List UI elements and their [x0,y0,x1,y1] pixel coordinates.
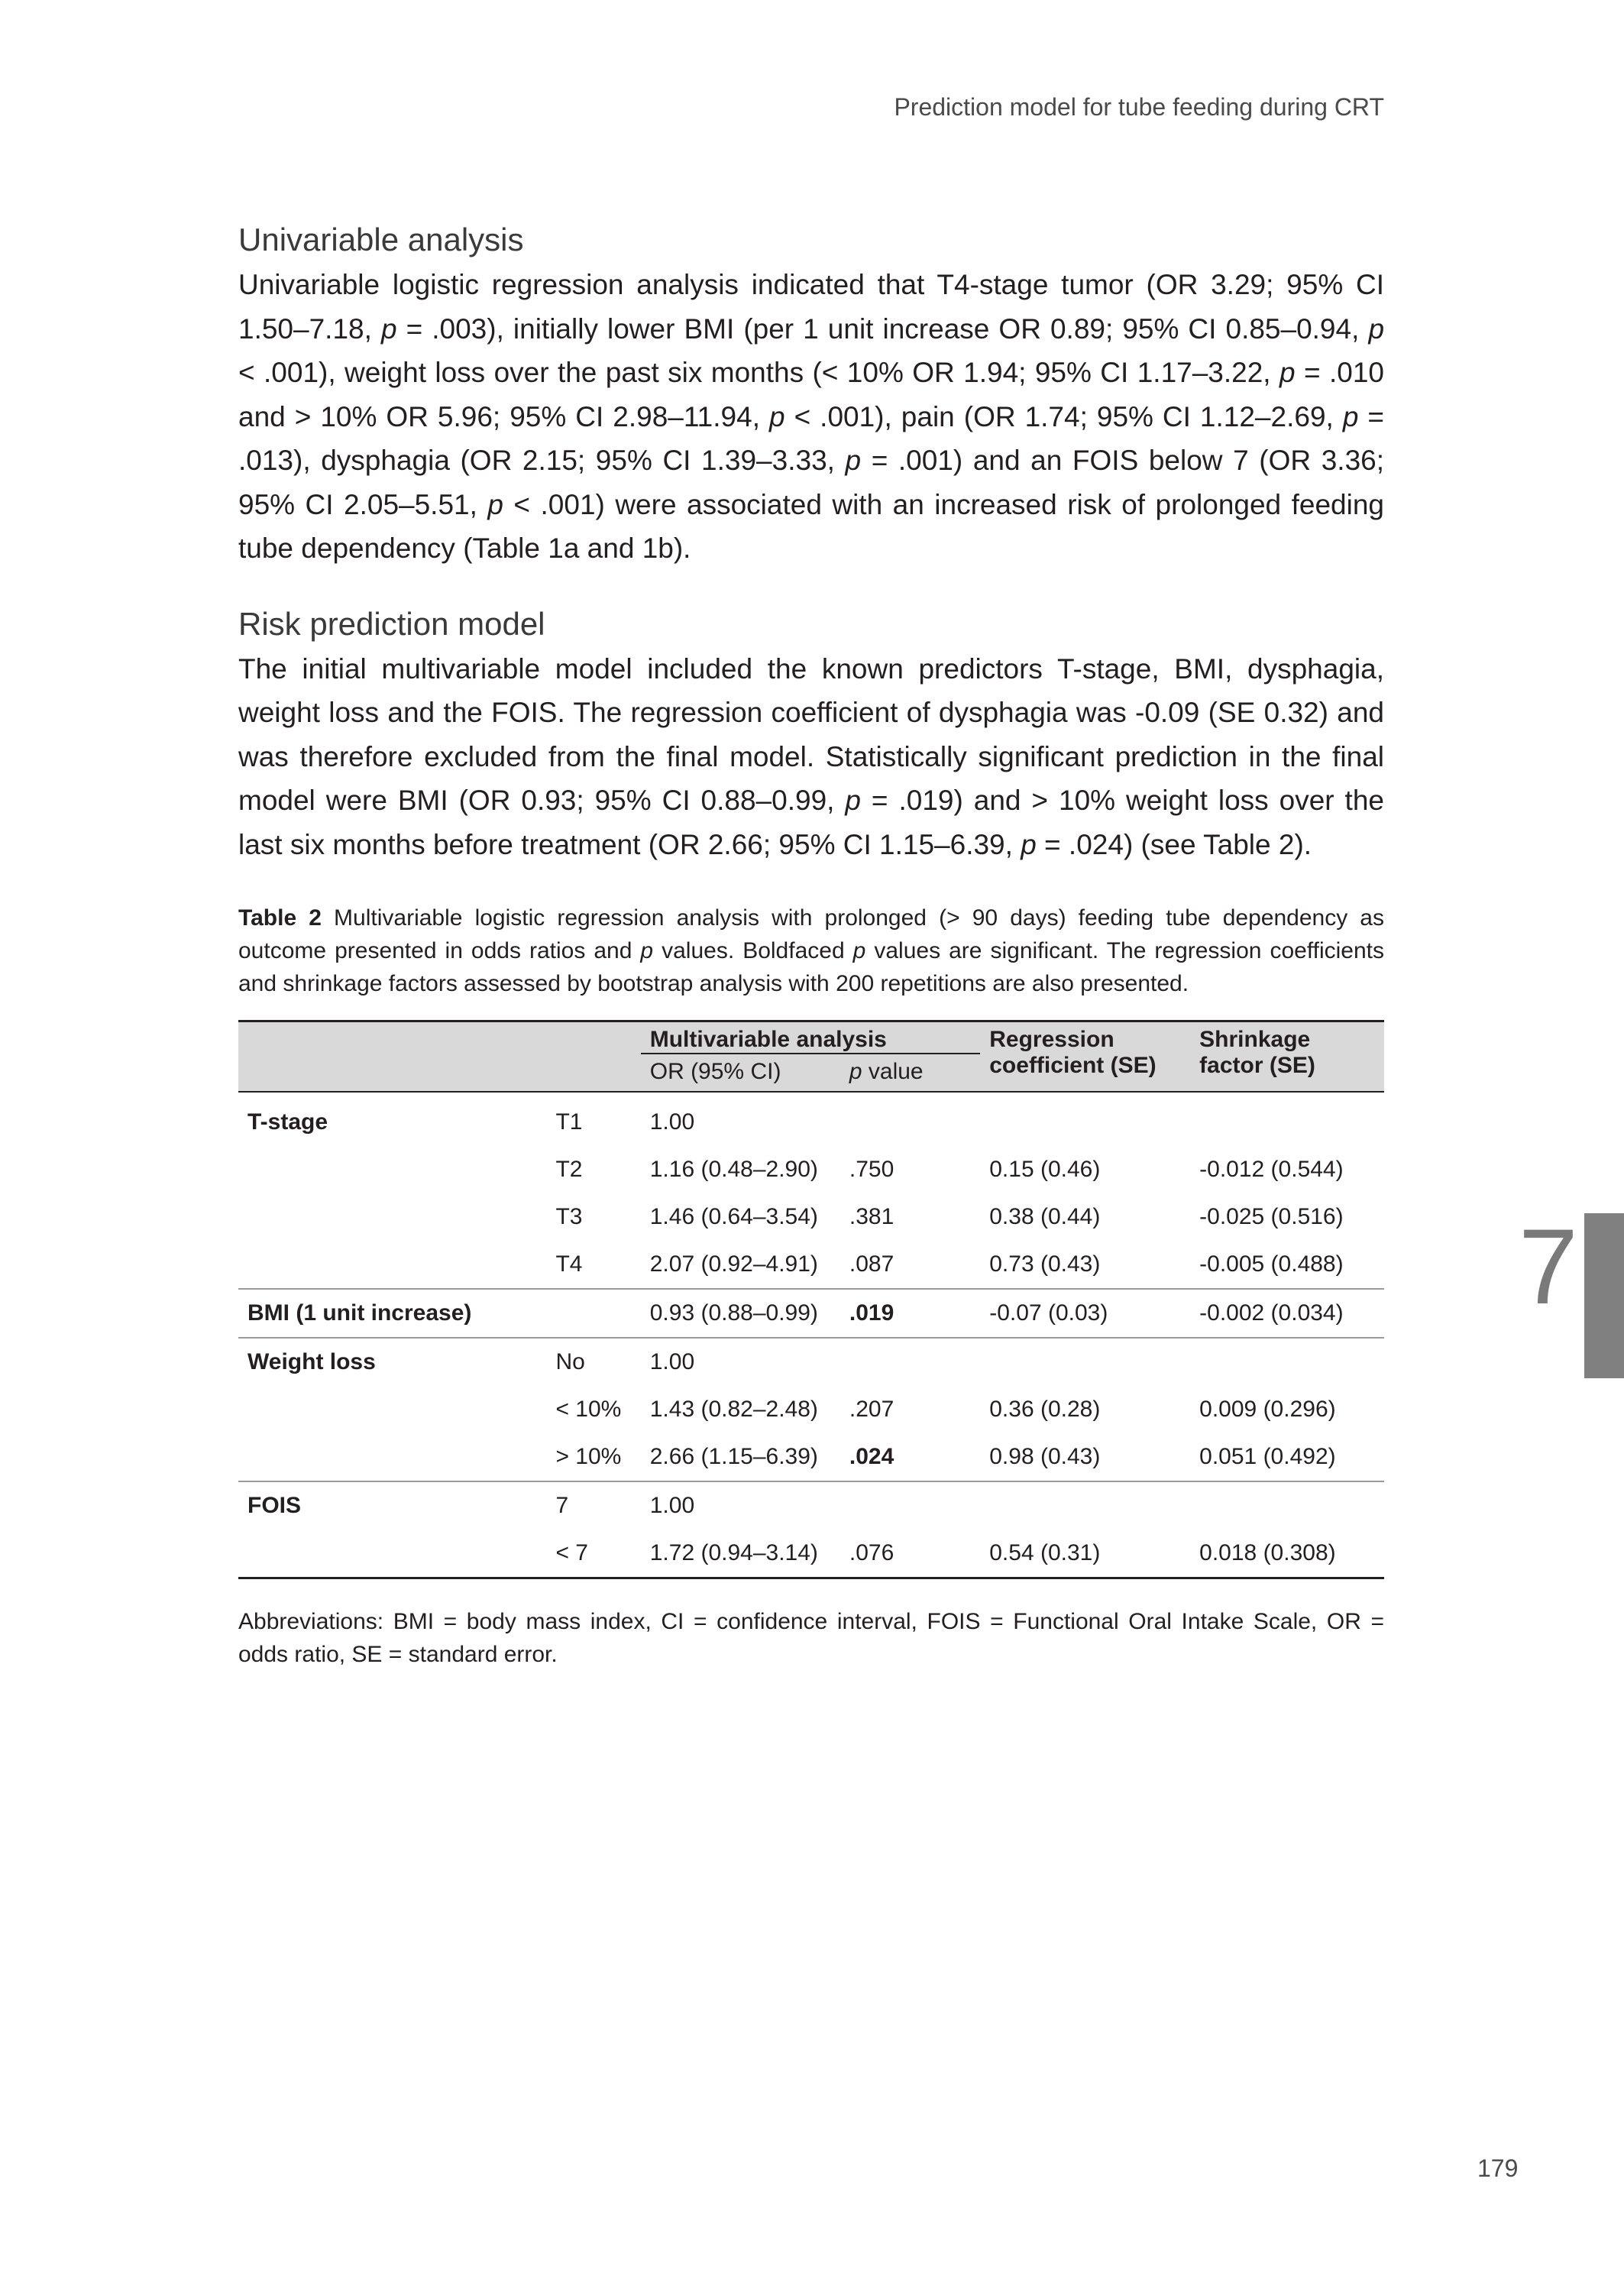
row-p-value: .381 [849,1204,894,1229]
row-level: T2 [555,1157,583,1182]
row-level: 7 [546,1481,640,1530]
row-p-value: .019 [840,1289,980,1338]
risk-model-section [238,606,1384,867]
text-run: values are significant. The regression coefficients and shrinkage factors assessed by bootstrap analysis with 200 repetitions are also presented. [238,938,1385,996]
row-coefficient: 0.36 (0.28) [989,1397,1101,1422]
p-symbol: p [1021,828,1037,860]
row-shrinkage: -0.012 (0.544) [1199,1157,1344,1182]
page-body [238,222,1384,1694]
p-symbol: p [380,312,397,345]
row-level [546,1289,640,1338]
table-row [238,1338,1384,1386]
row-level: > 10% [555,1444,622,1469]
row-coefficient [980,1481,1190,1530]
row-shrinkage: 0.051 (0.492) [1199,1444,1336,1469]
table-label: Table 2 [238,905,322,931]
row-level: < 7 [546,1530,640,1578]
p-symbol: p [852,938,866,963]
table-row [238,1433,1384,1481]
row-shrinkage [1190,1338,1384,1386]
text-run: = .001) and an FOIS below 7 (OR 3.36; 95% CI 2.05–5.51, [238,445,1384,520]
chapter-number: 7 [1519,1206,1578,1326]
row-shrinkage: -0.002 (0.034) [1190,1289,1384,1338]
text-run: Univariable logistic regression analysis indicated that T4-stage tumor (OR 3.29; 95% CI 1.50–7.18, [238,269,1384,345]
p-symbol: p [1279,357,1296,388]
text-run: = .013), dysphagia (OR 2.15; 95% CI 1.39–3.33, [238,400,1385,476]
text-run: = .010 and > 10% OR 5.96; 95% CI 2.98–11.94, [238,357,1384,432]
header-shrinkage: Shrinkage factor (SE) [1190,1021,1384,1093]
univariable-paragraph [238,263,1384,571]
row-p-value: .076 [840,1530,980,1578]
row-level: < 10% [555,1397,622,1422]
row-variable: T-stage [247,1109,328,1135]
text-run: values. Boldfaced [653,938,853,963]
row-variable: Weight loss [238,1338,546,1386]
row-level: T1 [555,1109,583,1135]
row-variable [238,1193,546,1241]
row-shrinkage: 0.009 (0.296) [1199,1397,1336,1422]
row-coefficient [980,1338,1190,1386]
table-caption [238,902,1384,1000]
table-body [238,1092,1384,1578]
abbreviations-note: Abbreviations: BMI = body mass index, CI = confidence interval, FOIS = Functional Oral Intake Scale, OR = odds ratio, SE = standard error. [238,1609,1384,1667]
row-shrinkage: -0.005 (0.488) [1199,1251,1344,1277]
row-p-value [840,1481,980,1530]
row-variable [238,1530,546,1578]
text-run: < .001), pain (OR 1.74; 95% CI 1.12–2.69, [785,400,1343,432]
row-level: No [546,1338,640,1386]
p-symbol: p [640,938,654,963]
risk-model-paragraph [238,647,1384,867]
row-variable [238,1386,546,1433]
row-variable [238,1433,546,1481]
row-level: T3 [555,1204,583,1229]
row-variable: FOIS [238,1481,546,1530]
row-odds-ratio: 1.00 [649,1109,695,1135]
row-coefficient: -0.07 (0.03) [980,1289,1190,1338]
text-run: = .003), initially lower BMI (per 1 unit increase OR 0.89; 95% CI 0.85–0.94, [396,312,1369,345]
row-p-value: .087 [849,1251,894,1277]
row-coefficient [980,1092,1190,1146]
table-row [238,1530,1384,1578]
row-odds-ratio: 0.93 (0.88–0.99) [641,1289,840,1338]
row-shrinkage: -0.025 (0.516) [1199,1204,1344,1229]
row-odds-ratio: 1.16 (0.48–2.90) [649,1157,818,1182]
table-row [238,1241,1384,1289]
row-shrinkage: 0.018 (0.308) [1190,1530,1384,1578]
text-run: < .001) were associated with an increased risk of prolonged feeding tube dependency (Table 1a and 1b). [238,488,1384,564]
row-odds-ratio: 2.66 (1.15–6.39) [649,1444,818,1469]
text-run: Multivariable logistic regression analysis with prolonged (> 90 days) feeding tube dependency as outcome presented in odds ratios and [238,905,1384,963]
row-odds-ratio: 1.00 [641,1338,840,1386]
table-row [238,1481,1384,1530]
p-symbol: p [1342,400,1359,432]
text-run: = .024) (see Table 2). [1036,828,1312,860]
row-variable [238,1241,546,1289]
table-row [238,1193,1384,1241]
caption-text [238,905,1384,996]
header-multivariable: Multivariable analysis [641,1021,981,1054]
row-p-value: .750 [849,1157,894,1182]
row-odds-ratio: 2.07 (0.92–4.91) [649,1251,818,1277]
running-header: Prediction model for tube feeding during CRT [894,93,1384,121]
header-or: OR (95% CI) [641,1054,840,1092]
row-odds-ratio: 1.72 (0.94–3.14) [641,1530,840,1578]
section-heading: Univariable analysis [238,222,524,257]
text-run: The initial multivariable model included the known predictors T-stage, BMI, dysphagia, weight loss and the FOIS. The regression coefficient of dysphagia was -0.09 (SE 0.32) and was therefore excluded from the final model. Statistically significant prediction in the final model were BMI (OR 0.93; 95% CI 0.88–0.99, [238,652,1384,816]
p-symbol: p [487,488,503,520]
header-p-rest: value [862,1059,924,1084]
row-p-value: .207 [849,1397,894,1422]
table-row [238,1146,1384,1193]
header-blank [238,1021,641,1093]
row-coefficient: 0.98 (0.43) [989,1444,1101,1469]
row-variable: BMI (1 unit increase) [238,1289,546,1338]
univariable-section [238,222,1384,571]
text-run: = .019) and > 10% weight loss over the last six months before treatment (OR 2.66; 95% CI 1.15–6.39, [238,785,1384,860]
chapter-tab [1584,1213,1624,1378]
row-shrinkage [1190,1481,1384,1530]
header-p-value [840,1054,980,1092]
row-odds-ratio: 1.00 [641,1481,840,1530]
row-coefficient: 0.54 (0.31) [980,1530,1190,1578]
table-row [238,1092,1384,1146]
text-run: < .001), weight loss over the past six months (< 10% OR 1.94; 95% CI 1.17–3.22, [238,357,1279,388]
header-p-italic: p [849,1059,862,1084]
row-coefficient: 0.15 (0.46) [989,1157,1101,1182]
table-row [238,1289,1384,1338]
row-variable [238,1146,546,1193]
row-p-value: .024 [849,1444,894,1469]
results-table [238,1020,1384,1579]
page-number: 179 [1477,2154,1519,2182]
row-p-value [840,1092,980,1146]
table-row [238,1386,1384,1433]
p-symbol: p [845,445,862,476]
p-symbol: p [768,400,785,432]
row-level: T4 [555,1251,583,1277]
p-symbol: p [845,785,861,816]
row-odds-ratio: 1.43 (0.82–2.48) [649,1397,818,1422]
row-shrinkage [1190,1092,1384,1146]
row-coefficient: 0.73 (0.43) [989,1251,1101,1277]
row-p-value [840,1338,980,1386]
section-heading: Risk prediction model [238,605,545,642]
row-coefficient: 0.38 (0.44) [989,1204,1101,1229]
row-odds-ratio: 1.46 (0.64–3.54) [649,1204,818,1229]
p-symbol: p [1368,312,1385,345]
header-regression: Regression coefficient (SE) [980,1021,1190,1093]
